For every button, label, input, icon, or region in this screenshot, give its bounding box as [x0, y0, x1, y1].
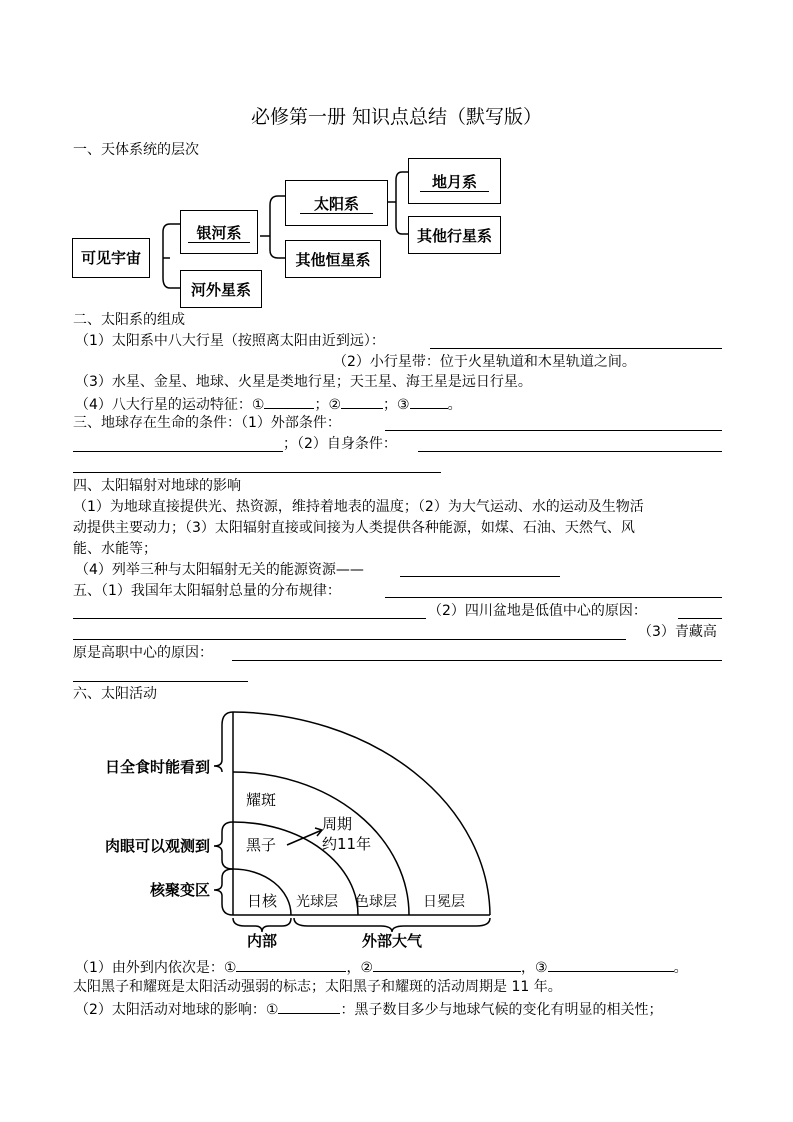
- section-4-heading: 四、太阳辐射对地球的影响: [73, 478, 241, 494]
- label-sunspot: 黑子: [246, 836, 277, 854]
- node-earth-moon: 地月系: [408, 158, 501, 204]
- s6-q1-blank-3[interactable]: [548, 956, 674, 972]
- s5-q2: （2）四川盆地是低值中心的原因：: [428, 603, 647, 619]
- node-other-star-systems: 其他恒星系: [285, 240, 381, 278]
- label-period: 周期: [322, 815, 353, 833]
- s4-p2: 动提供主要动力；（3）太阳辐射直接或间接为人类提供各种能源，如煤、石油、天然气、风: [73, 520, 635, 536]
- s5-q3a: （3）青藏高: [638, 624, 717, 640]
- s4-p4: （4）列举三种与太阳辐射无关的能源资源——: [75, 562, 364, 578]
- node-extragalactic: 河外星系: [180, 270, 262, 308]
- s6-q1-blank-2[interactable]: [373, 956, 521, 972]
- label-photosphere: 光球层: [296, 894, 338, 910]
- s5-q3b: 原是高职中心的原因：: [73, 645, 213, 661]
- node-visible-universe: 可见宇宙: [72, 238, 150, 278]
- label-flare: 耀斑: [246, 791, 277, 809]
- label-visible-eclipse: 日全食时能看到: [104, 758, 210, 776]
- s5-q1: 五、（1）我国年太阳辐射总量的分布规律：: [73, 583, 341, 599]
- section-3-heading: 三、地球存在生命的条件：（1）外部条件：: [73, 415, 341, 431]
- section-2-heading: 二、太阳系的组成: [73, 312, 185, 328]
- s2-q4: （4）八大行星的运动特征：① ；② ；③ 。: [75, 393, 462, 415]
- label-fusion-zone: 核聚变区: [149, 881, 210, 899]
- label-chromosphere: 色球层: [355, 894, 397, 910]
- node-solar-system: 太阳系: [285, 180, 388, 226]
- label-interior: 内部: [246, 932, 278, 950]
- s2-q1: （1）太阳系中八大行星（按照离太阳由近到远）：: [75, 333, 385, 349]
- node-other-planet-systems: 其他行星系: [408, 216, 501, 254]
- node-galaxy: 银河系: [180, 210, 258, 254]
- s6-q2-blank-1[interactable]: [278, 998, 340, 1014]
- s6-q1: （1）由外到内依次是：① ，② ，③ 。: [75, 956, 688, 978]
- s6-q2: （2）太阳活动对地球的影响：① ：黑子数目多少与地球气候的变化有明显的相关性；: [75, 998, 662, 1020]
- label-period-years: 约11年: [322, 835, 372, 853]
- s3-mid: ；（2）自身条件：: [283, 436, 397, 452]
- s2-q3: （3）水星、金星、地球、火星是类地行星；天王星、海王星是远日行星。: [75, 374, 532, 390]
- s4-p3: 能、水能等；: [73, 541, 157, 557]
- section-6-heading: 六、太阳活动: [73, 686, 157, 702]
- s6-q1-blank-1[interactable]: [236, 956, 346, 972]
- label-outer-atmosphere: 外部大气: [361, 932, 423, 950]
- s4-p1: （1）为地球直接提供光、热资源，维持着地表的温度；（2）为大气运动、水的运动及生物活: [73, 499, 644, 515]
- page-title: 必修第一册 知识点总结（默写版）: [250, 106, 543, 128]
- section-1-heading: 一、天体系统的层次: [73, 142, 199, 158]
- label-corona: 日冕层: [423, 894, 465, 910]
- s6-note: 太阳黑子和耀斑是太阳活动强弱的标志；太阳黑子和耀斑的活动周期是 11 年。: [73, 979, 562, 995]
- label-core: 日核: [247, 892, 278, 910]
- s2-q2: （2）小行星带：位于火星轨道和木星轨道之间。: [333, 354, 636, 370]
- label-naked-eye: 肉眼可以观测到: [104, 837, 210, 855]
